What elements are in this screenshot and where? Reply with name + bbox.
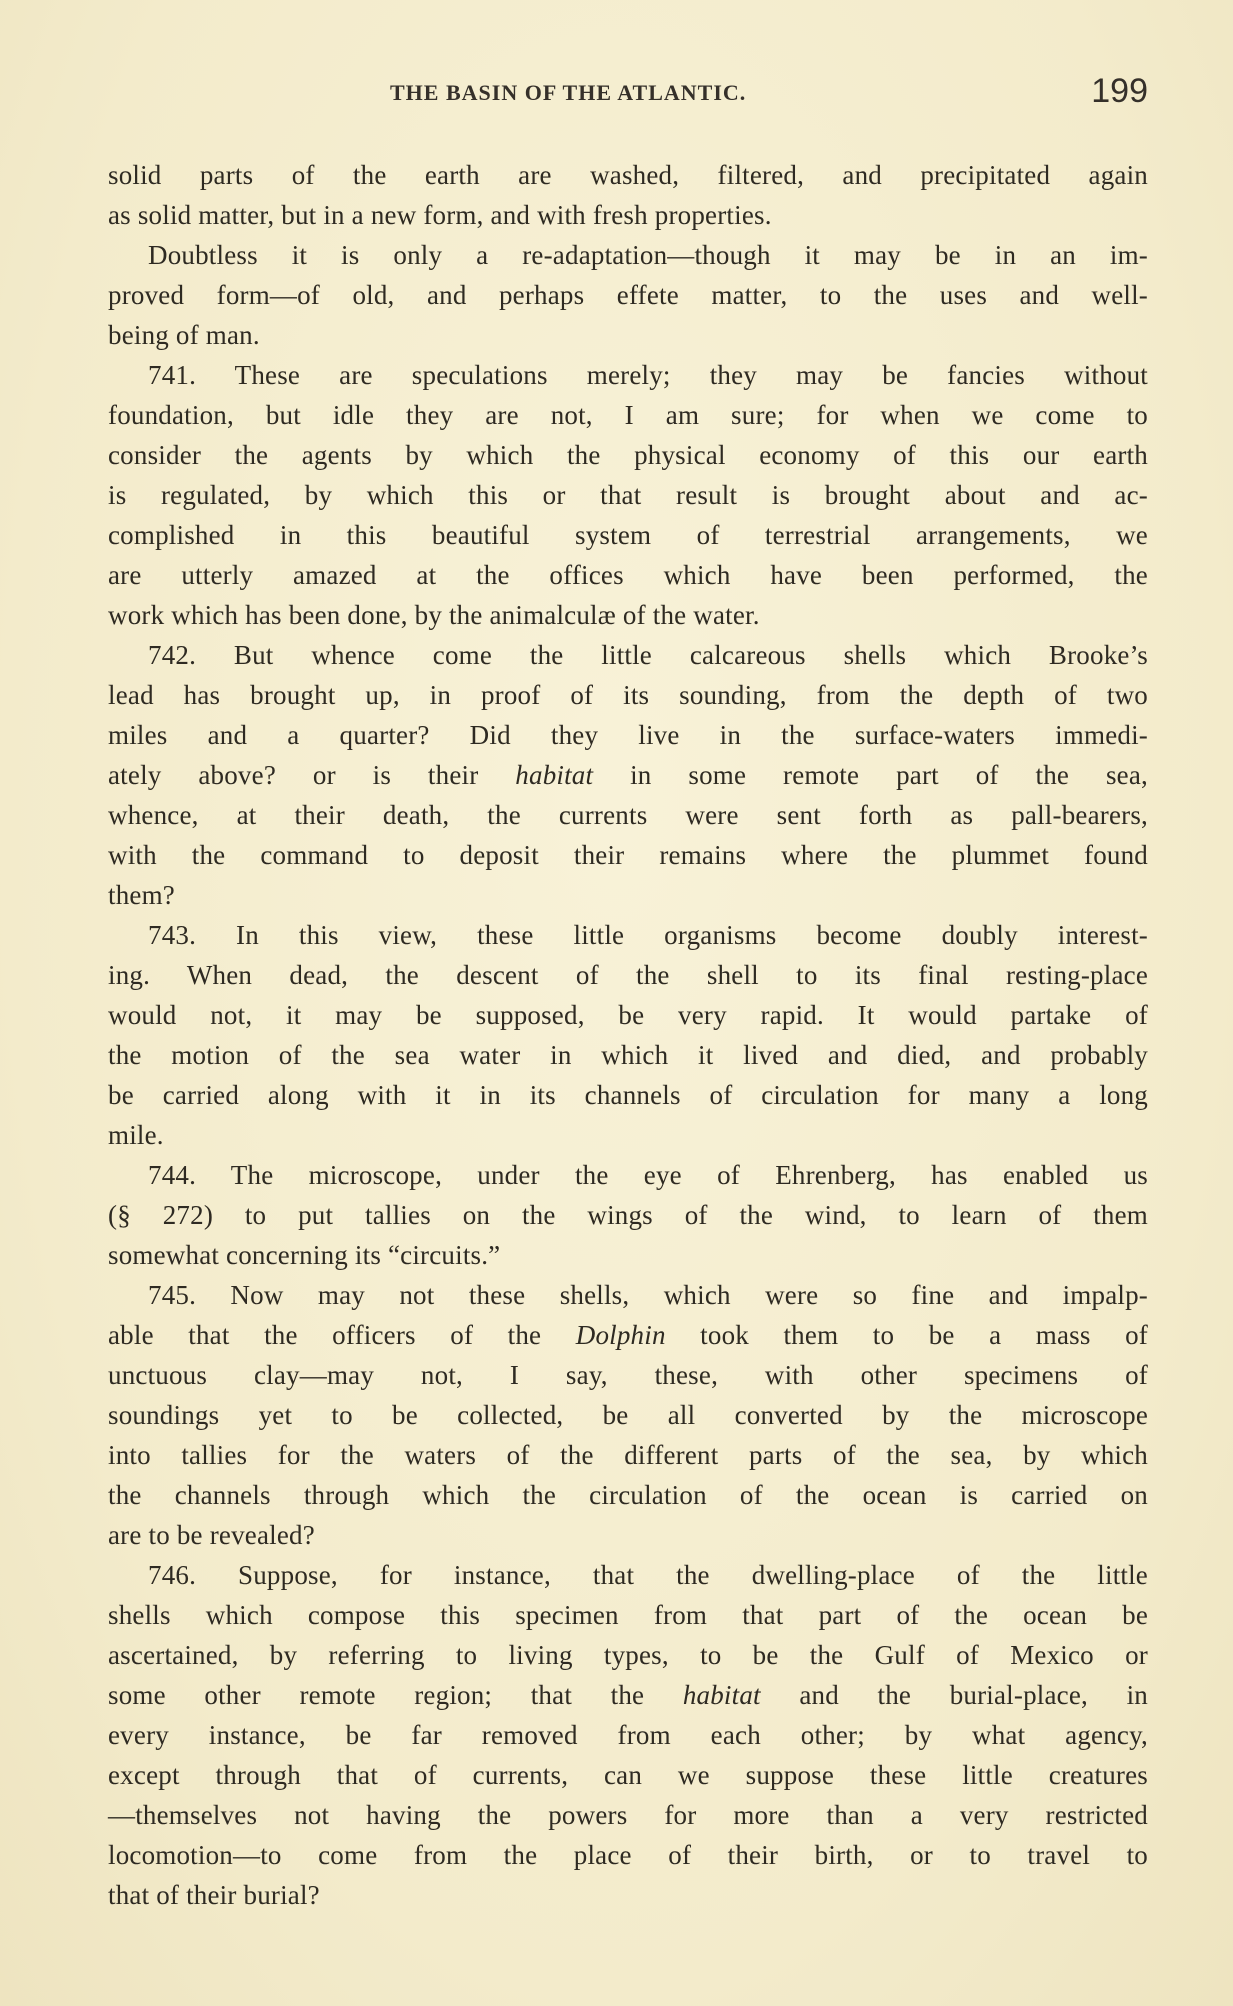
paragraph-745 (108, 1275, 1148, 1555)
text-line: would not, it may be supposed, be very rapid. It would partake of (108, 1000, 1148, 1030)
text-run: some other remote region; that the (108, 1680, 683, 1710)
text-line: 746. Suppose, for instance, that the dwelling-place of the little (148, 1560, 1148, 1590)
text-line: solid parts of the earth are washed, filtered, and precipitated again (108, 160, 1148, 190)
text-line: as solid matter, but in a new form, and with fresh properties. (108, 200, 772, 230)
text-line (108, 755, 1148, 795)
text-line: soundings yet to be collected, be all converted by the microscope (108, 1400, 1148, 1430)
text-line: whence, at their death, the currents were sent forth as pall-bearers, (108, 800, 1148, 830)
text-line: 743. In this view, these little organisms become doubly interest- (148, 920, 1148, 950)
text-line: the channels through which the circulation of the ocean is carried on (108, 1480, 1148, 1510)
text-line: the motion of the sea water in which it lived and died, and probably (108, 1040, 1148, 1070)
text-line: with the command to deposit their remains where the plummet found (108, 840, 1148, 870)
running-head (108, 72, 1148, 122)
text-line: shells which compose this specimen from that part of the ocean be (108, 1600, 1148, 1630)
text-line: 744. The microscope, under the eye of Ehrenberg, has enabled us (148, 1160, 1148, 1190)
text-line: proved form—of old, and perhaps effete matter, to the uses and well- (108, 280, 1148, 310)
text-line (108, 1315, 1148, 1355)
text-line: 742. But whence come the little calcareous shells which Brooke’s (148, 640, 1148, 670)
text-line: into tallies for the waters of the different parts of the sea, by which (108, 1440, 1148, 1470)
text-line: locomotion—to come from the place of their birth, or to travel to (108, 1840, 1148, 1870)
text-line: 741. These are speculations merely; they may be fancies without (148, 360, 1148, 390)
paragraph-746 (108, 1555, 1148, 1915)
text-line: unctuous clay—may not, I say, these, with other specimens of (108, 1360, 1148, 1390)
text-line: complished in this beautiful system of terrestrial arrangements, we (108, 520, 1148, 550)
text-line: mile. (108, 1120, 164, 1150)
text-line: miles and a quarter? Did they live in the surface-waters immedi- (108, 720, 1148, 750)
text-line: consider the agents by which the physical economy of this our earth (108, 440, 1148, 470)
text-line: every instance, be far removed from each other; by what agency, (108, 1720, 1148, 1750)
text-run: and the burial-place, in (760, 1680, 1148, 1710)
text-line: foundation, but idle they are not, I am sure; for when we come to (108, 400, 1148, 430)
italic-term: Dolphin (575, 1320, 666, 1350)
body-text (108, 155, 1148, 1915)
text-line: Doubtless it is only a re-adaptation—though it may be in an im- (148, 240, 1148, 270)
paragraph-742 (108, 635, 1148, 915)
text-line: except through that of currents, can we suppose these little creatures (108, 1760, 1148, 1790)
text-line: are to be revealed? (108, 1520, 315, 1550)
text-line: ing. When dead, the descent of the shell to its final resting-place (108, 960, 1148, 990)
text-line: being of man. (108, 320, 260, 350)
book-page (108, 72, 1148, 1910)
paragraph-743 (108, 915, 1148, 1155)
text-line (108, 1675, 1148, 1715)
paragraph (108, 155, 1148, 235)
paragraph-741 (108, 355, 1148, 635)
text-run: ately above? or is their (108, 760, 516, 790)
running-title: THE BASIN OF THE ATLANTIC. (390, 80, 747, 105)
text-line: lead has brought up, in proof of its sounding, from the depth of two (108, 680, 1148, 710)
text-line: somewhat concerning its “circuits.” (108, 1240, 501, 1270)
text-line: are utterly amazed at the offices which have been performed, the (108, 560, 1148, 590)
text-run: took them to be a mass of (665, 1320, 1148, 1350)
text-line: be carried along with it in its channels of circulation for many a long (108, 1080, 1148, 1110)
italic-term: habitat (682, 1680, 761, 1710)
text-line: (§ 272) to put tallies on the wings of the wind, to learn of them (108, 1200, 1148, 1230)
text-line: —themselves not having the powers for more than a very restricted (108, 1800, 1148, 1830)
text-line: 745. Now may not these shells, which were so fine and impalp- (148, 1280, 1148, 1310)
text-line: is regulated, by which this or that result is brought about and ac- (108, 480, 1148, 510)
paragraph-744 (108, 1155, 1148, 1275)
text-line: that of their burial? (108, 1880, 320, 1910)
text-line: ascertained, by referring to living types, to be the Gulf of Mexico or (108, 1640, 1148, 1670)
text-run: able that the officers of the (108, 1320, 576, 1350)
text-line: them? (108, 880, 175, 910)
text-run: in some remote part of the sea, (593, 760, 1148, 790)
page-number: 199 (1091, 72, 1148, 110)
paragraph (108, 235, 1148, 355)
text-line: work which has been done, by the animalculæ of the water. (108, 600, 760, 630)
italic-term: habitat (515, 760, 594, 790)
